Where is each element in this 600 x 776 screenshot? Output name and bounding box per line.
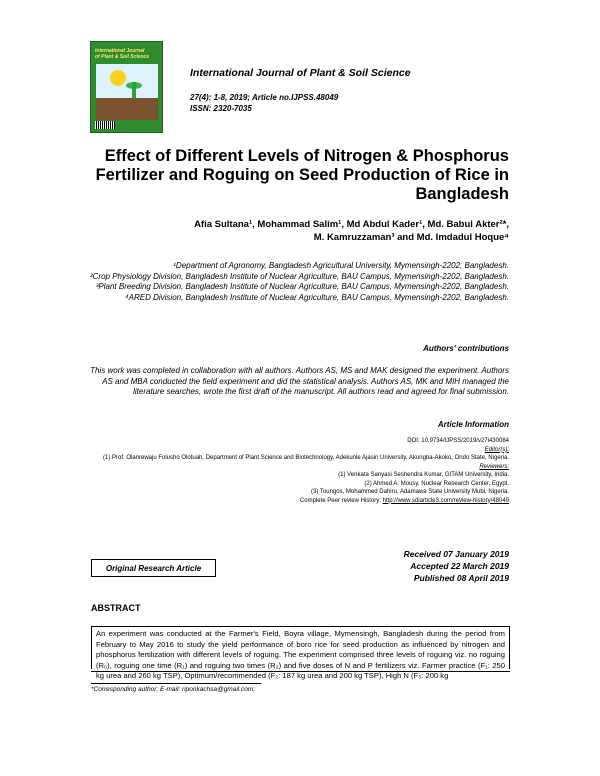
article-type-badge: Original Research Article: [91, 559, 216, 577]
corresponding-author-footnote: *Corresponding author: E-mail: riponkachsa@gmail.com;: [91, 686, 256, 693]
accepted-date: Accepted 22 March 2019: [410, 561, 509, 571]
footnote-divider: [91, 683, 261, 684]
cover-illustration: [96, 64, 158, 120]
affiliations: [69, 261, 509, 303]
authors-line-1: Afia Sultana¹, Mohammad Salim¹, Md Abdul Kader¹, Md. Babul Akter²*,: [194, 219, 509, 230]
abstract-heading: ABSTRACT: [91, 603, 141, 613]
affiliation: ⁴ARED Division, Bangladesh Institute of Nuclear Agriculture, BAU Campus, Mymensingh-2202, Bangladesh.: [125, 292, 509, 302]
affiliation: ²Crop Physiology Division, Bangladesh Institute of Nuclear Agriculture, BAU Campus, Mymensingh-2202, Bangladesh.: [89, 271, 509, 281]
editors-label: Editor(s):: [484, 446, 509, 453]
sun-icon: [110, 70, 126, 86]
review-history: [69, 497, 509, 506]
issn: ISSN: 2320-7035: [190, 104, 252, 113]
reviewer-entry: (2) Ahmed A. Mousy, Nuclear Research Center, Egypt.: [364, 480, 509, 487]
section-divider: [91, 671, 510, 672]
author-list: [69, 218, 509, 244]
barcode-icon: [95, 121, 115, 129]
published-date: Published 08 April 2019: [413, 573, 509, 583]
received-date: Received 07 January 2019: [403, 549, 509, 559]
review-history-link[interactable]: http://www.sdiarticle3.com/review-history/48049: [382, 497, 509, 504]
article-info: [69, 437, 509, 505]
contributions-text: This work was completed in collaboration with all authors. Authors AS, MS and MAK designed the experiment. Authors AS and MBA conducted the field experiment and did the statistical analysis. Authors AS, MK and MIH managed the literature searches, wrote the first draft of the manuscript. All authors read and agreed for final submission.: [90, 366, 509, 396]
affiliation: ¹Department of Agronomy, Bangladesh Agricultural University, Mymensingh-2202, Bangladesh.: [173, 261, 509, 270]
cover-title: International Journal of Plant & Soil Science: [95, 48, 150, 60]
review-history-label: Complete Peer review History:: [299, 497, 381, 504]
reviewers-label: Reviewers:: [479, 463, 509, 470]
authors-line-2: M. Kamruzzaman³ and Md. Imdadul Hoque⁴: [313, 232, 509, 243]
contributions-heading: Authors' contributions: [423, 344, 509, 353]
paper-title: Effect of Different Levels of Nitrogen & Phosphorus Fertilizer and Roguing on Seed Production of Rice in Bangladesh: [95, 147, 509, 203]
abstract-text: An experiment was conducted at the Farmer's Field, Boyra village, Mymensingh, Bangladesh during the period from February to May 2016 to study the yield performance of boro rice for seed production as influenced by nitrogen and phosphorus fertilization with different levels of roguing. The experiment comprised three levels of roguing viz. no roguing (R₀), roguing one time (R₁) and roguing two times (R₂) and five doses of N and P fertilizers viz. Farmer practice (F₁: 250 kg urea and 260 kg TSP), Optimum/recommended (F₂: 187 kg urea and 200 kg TSP), High N (F₃: 200 kg: [91, 626, 510, 669]
soil-graphic: [96, 98, 158, 120]
volume-info: 27(4): 1-8, 2019; Article no.IJPSS.48049: [190, 93, 339, 102]
editor-entry: (1) Prof. Olanrewaju Folusho Olotuah, Department of Plant Science and Biotechnology, Adekunle Ajasin University, Akungba-Akoko, Ondo State, Nigeria.: [102, 455, 509, 461]
article-info-heading: Article Information: [437, 420, 509, 429]
journal-name: International Journal of Plant & Soil Science: [190, 67, 411, 79]
publication-dates: [404, 548, 509, 584]
journal-cover-image: [90, 41, 163, 133]
reviewer-entry: (3) Toungos, Mohammed Dahiru, Adamawa State University Mubi, Nigeria.: [311, 489, 509, 495]
reviewer-entry: (1) Venkata Sanyasi Seshendra Kumar, GITAM University, India.: [338, 472, 509, 478]
doi: DOI: 10.9734/IJPSS/2019/v27i430084: [407, 438, 509, 444]
affiliation: ³Plant Breeding Division, Bangladesh Institute of Nuclear Agriculture, BAU Campus, Mymensingh-2202, Bangladesh.: [95, 282, 509, 291]
